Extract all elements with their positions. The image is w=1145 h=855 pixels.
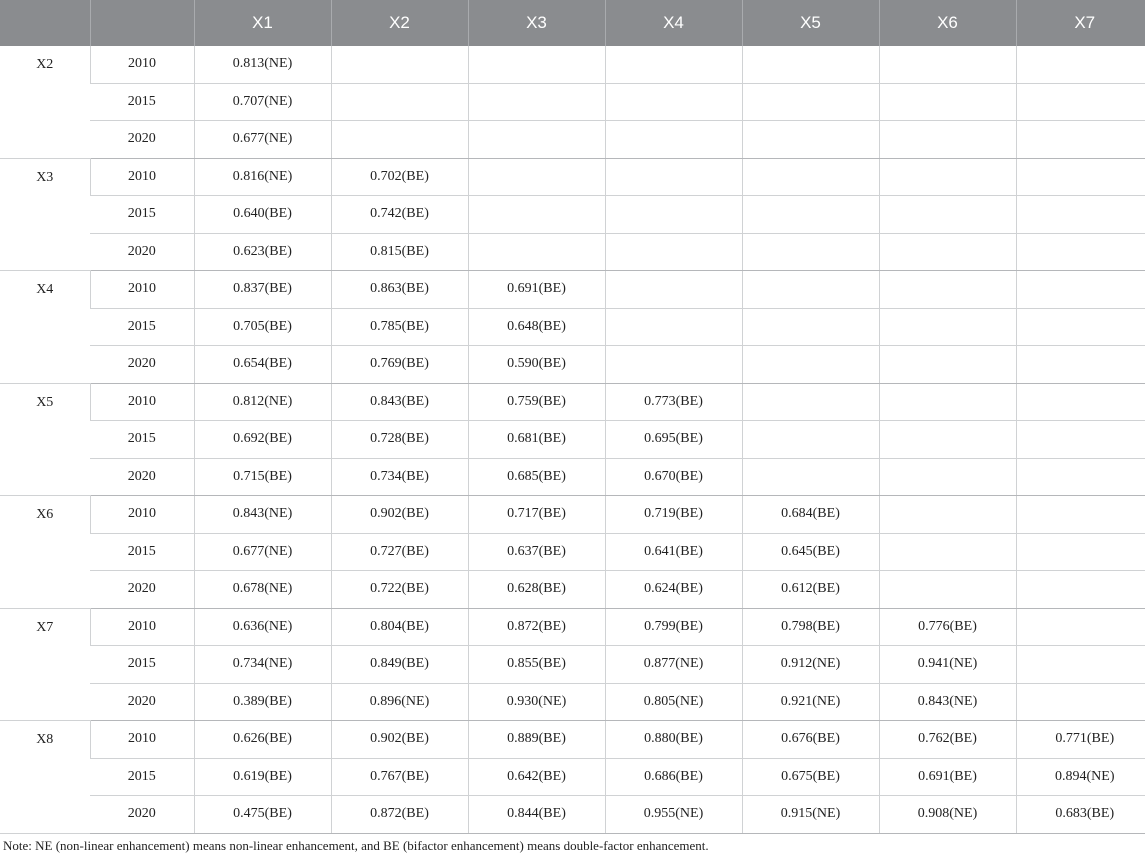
column-header-x5: X5 bbox=[742, 0, 879, 46]
value-cell bbox=[1016, 158, 1145, 196]
value-cell: 0.691(BE) bbox=[468, 271, 605, 309]
value-cell bbox=[742, 271, 879, 309]
value-cell: 0.728(BE) bbox=[331, 421, 468, 459]
value-cell bbox=[879, 46, 1016, 83]
value-cell: 0.702(BE) bbox=[331, 158, 468, 196]
value-cell: 0.902(BE) bbox=[331, 721, 468, 759]
table-row bbox=[0, 496, 1145, 534]
year-cell: 2010 bbox=[90, 271, 194, 309]
table-row bbox=[0, 683, 1145, 721]
value-cell bbox=[879, 346, 1016, 384]
value-cell: 0.812(NE) bbox=[194, 383, 331, 421]
value-cell bbox=[468, 233, 605, 271]
table-row bbox=[0, 196, 1145, 234]
value-cell bbox=[468, 83, 605, 121]
value-cell: 0.722(BE) bbox=[331, 571, 468, 609]
year-cell: 2020 bbox=[90, 458, 194, 496]
table-row bbox=[0, 233, 1145, 271]
value-cell: 0.705(BE) bbox=[194, 308, 331, 346]
year-cell: 2010 bbox=[90, 46, 194, 83]
value-cell bbox=[605, 271, 742, 309]
value-cell: 0.816(NE) bbox=[194, 158, 331, 196]
value-cell: 0.921(NE) bbox=[742, 683, 879, 721]
year-cell: 2015 bbox=[90, 83, 194, 121]
value-cell: 0.683(BE) bbox=[1016, 796, 1145, 834]
value-cell bbox=[742, 383, 879, 421]
table-row bbox=[0, 83, 1145, 121]
value-cell: 0.684(BE) bbox=[742, 496, 879, 534]
value-cell: 0.776(BE) bbox=[879, 608, 1016, 646]
value-cell: 0.815(BE) bbox=[331, 233, 468, 271]
value-cell bbox=[1016, 496, 1145, 534]
table-row bbox=[0, 458, 1145, 496]
value-cell bbox=[879, 196, 1016, 234]
column-header-x7: X7 bbox=[1016, 0, 1145, 46]
value-cell: 0.717(BE) bbox=[468, 496, 605, 534]
value-cell bbox=[742, 308, 879, 346]
column-header-x2: X2 bbox=[331, 0, 468, 46]
value-cell: 0.734(BE) bbox=[331, 458, 468, 496]
row-factor-label: X5 bbox=[0, 383, 90, 496]
value-cell bbox=[1016, 383, 1145, 421]
row-factor-label: X8 bbox=[0, 721, 90, 834]
value-cell: 0.675(BE) bbox=[742, 758, 879, 796]
value-cell: 0.843(NE) bbox=[879, 683, 1016, 721]
value-cell bbox=[879, 271, 1016, 309]
value-cell: 0.769(BE) bbox=[331, 346, 468, 384]
value-cell bbox=[605, 121, 742, 159]
value-cell: 0.612(BE) bbox=[742, 571, 879, 609]
value-cell bbox=[879, 533, 1016, 571]
table-note: Note: NE (non-linear enhancement) means non-linear enhancement, and BE (bifactor enhancement) means double-factor enhancement. bbox=[3, 838, 709, 853]
year-cell: 2015 bbox=[90, 421, 194, 459]
value-cell: 0.930(NE) bbox=[468, 683, 605, 721]
value-cell: 0.896(NE) bbox=[331, 683, 468, 721]
table-row bbox=[0, 608, 1145, 646]
value-cell: 0.941(NE) bbox=[879, 646, 1016, 684]
table-row bbox=[0, 346, 1145, 384]
value-cell: 0.889(BE) bbox=[468, 721, 605, 759]
column-header-x1: X1 bbox=[194, 0, 331, 46]
value-cell: 0.799(BE) bbox=[605, 608, 742, 646]
value-cell bbox=[468, 46, 605, 83]
value-cell: 0.872(BE) bbox=[331, 796, 468, 834]
value-cell: 0.676(BE) bbox=[742, 721, 879, 759]
value-cell: 0.837(BE) bbox=[194, 271, 331, 309]
value-cell: 0.692(BE) bbox=[194, 421, 331, 459]
value-cell: 0.640(BE) bbox=[194, 196, 331, 234]
value-cell bbox=[331, 121, 468, 159]
value-cell: 0.715(BE) bbox=[194, 458, 331, 496]
table-row bbox=[0, 646, 1145, 684]
value-cell: 0.654(BE) bbox=[194, 346, 331, 384]
value-cell bbox=[879, 458, 1016, 496]
year-cell: 2010 bbox=[90, 383, 194, 421]
value-cell: 0.843(BE) bbox=[331, 383, 468, 421]
table-row bbox=[0, 271, 1145, 309]
value-cell bbox=[1016, 571, 1145, 609]
value-cell: 0.912(NE) bbox=[742, 646, 879, 684]
value-cell: 0.670(BE) bbox=[605, 458, 742, 496]
table-row bbox=[0, 571, 1145, 609]
row-factor-label: X3 bbox=[0, 158, 90, 271]
table-row bbox=[0, 158, 1145, 196]
value-cell bbox=[742, 83, 879, 121]
year-cell: 2020 bbox=[90, 796, 194, 834]
value-cell: 0.843(NE) bbox=[194, 496, 331, 534]
value-cell: 0.915(NE) bbox=[742, 796, 879, 834]
value-cell: 0.645(BE) bbox=[742, 533, 879, 571]
table-row bbox=[0, 308, 1145, 346]
value-cell: 0.805(NE) bbox=[605, 683, 742, 721]
value-cell: 0.642(BE) bbox=[468, 758, 605, 796]
value-cell bbox=[879, 571, 1016, 609]
value-cell: 0.626(BE) bbox=[194, 721, 331, 759]
value-cell: 0.707(NE) bbox=[194, 83, 331, 121]
year-cell: 2020 bbox=[90, 346, 194, 384]
value-cell bbox=[468, 158, 605, 196]
table-body bbox=[0, 46, 1145, 833]
value-cell bbox=[879, 383, 1016, 421]
value-cell bbox=[742, 121, 879, 159]
value-cell bbox=[1016, 271, 1145, 309]
value-cell bbox=[1016, 233, 1145, 271]
year-cell: 2015 bbox=[90, 196, 194, 234]
value-cell: 0.804(BE) bbox=[331, 608, 468, 646]
row-factor-label: X7 bbox=[0, 608, 90, 721]
value-cell: 0.619(BE) bbox=[194, 758, 331, 796]
column-header-x6: X6 bbox=[879, 0, 1016, 46]
value-cell bbox=[879, 233, 1016, 271]
value-cell bbox=[605, 196, 742, 234]
value-cell: 0.686(BE) bbox=[605, 758, 742, 796]
value-cell: 0.677(NE) bbox=[194, 121, 331, 159]
value-cell: 0.877(NE) bbox=[605, 646, 742, 684]
header-row bbox=[0, 0, 1145, 46]
row-factor-label: X6 bbox=[0, 496, 90, 609]
table-row bbox=[0, 421, 1145, 459]
value-cell bbox=[331, 83, 468, 121]
value-cell bbox=[1016, 196, 1145, 234]
value-cell: 0.734(NE) bbox=[194, 646, 331, 684]
table-header bbox=[0, 0, 1145, 46]
value-cell: 0.762(BE) bbox=[879, 721, 1016, 759]
value-cell: 0.389(BE) bbox=[194, 683, 331, 721]
year-cell: 2010 bbox=[90, 158, 194, 196]
value-cell bbox=[879, 158, 1016, 196]
value-cell bbox=[331, 46, 468, 83]
value-cell bbox=[742, 458, 879, 496]
value-cell bbox=[605, 308, 742, 346]
value-cell: 0.902(BE) bbox=[331, 496, 468, 534]
value-cell bbox=[468, 196, 605, 234]
value-cell bbox=[605, 46, 742, 83]
value-cell: 0.863(BE) bbox=[331, 271, 468, 309]
value-cell: 0.908(NE) bbox=[879, 796, 1016, 834]
value-cell: 0.771(BE) bbox=[1016, 721, 1145, 759]
table-row bbox=[0, 46, 1145, 83]
value-cell bbox=[742, 421, 879, 459]
value-cell bbox=[742, 233, 879, 271]
value-cell bbox=[1016, 646, 1145, 684]
value-cell: 0.648(BE) bbox=[468, 308, 605, 346]
header-blank-factor bbox=[0, 0, 90, 46]
year-cell: 2010 bbox=[90, 496, 194, 534]
value-cell bbox=[1016, 458, 1145, 496]
value-cell: 0.872(BE) bbox=[468, 608, 605, 646]
value-cell bbox=[742, 46, 879, 83]
year-cell: 2020 bbox=[90, 683, 194, 721]
value-cell: 0.849(BE) bbox=[331, 646, 468, 684]
value-cell: 0.880(BE) bbox=[605, 721, 742, 759]
value-cell bbox=[742, 196, 879, 234]
table-row bbox=[0, 383, 1145, 421]
value-cell: 0.955(NE) bbox=[605, 796, 742, 834]
value-cell: 0.685(BE) bbox=[468, 458, 605, 496]
value-cell bbox=[879, 83, 1016, 121]
value-cell bbox=[1016, 121, 1145, 159]
value-cell: 0.773(BE) bbox=[605, 383, 742, 421]
value-cell bbox=[605, 158, 742, 196]
table-row bbox=[0, 796, 1145, 834]
value-cell: 0.727(BE) bbox=[331, 533, 468, 571]
value-cell bbox=[879, 308, 1016, 346]
value-cell bbox=[1016, 46, 1145, 83]
value-cell: 0.855(BE) bbox=[468, 646, 605, 684]
value-cell bbox=[1016, 346, 1145, 384]
value-cell: 0.678(NE) bbox=[194, 571, 331, 609]
column-header-x4: X4 bbox=[605, 0, 742, 46]
value-cell bbox=[605, 346, 742, 384]
header-blank-year bbox=[90, 0, 194, 46]
value-cell bbox=[1016, 683, 1145, 721]
value-cell bbox=[1016, 533, 1145, 571]
value-cell bbox=[1016, 421, 1145, 459]
value-cell: 0.636(NE) bbox=[194, 608, 331, 646]
value-cell bbox=[879, 121, 1016, 159]
value-cell bbox=[1016, 608, 1145, 646]
value-cell: 0.677(NE) bbox=[194, 533, 331, 571]
year-cell: 2010 bbox=[90, 721, 194, 759]
year-cell: 2015 bbox=[90, 308, 194, 346]
year-cell: 2020 bbox=[90, 571, 194, 609]
value-cell bbox=[1016, 308, 1145, 346]
value-cell: 0.785(BE) bbox=[331, 308, 468, 346]
value-cell bbox=[605, 233, 742, 271]
year-cell: 2010 bbox=[90, 608, 194, 646]
value-cell: 0.767(BE) bbox=[331, 758, 468, 796]
year-cell: 2015 bbox=[90, 646, 194, 684]
year-cell: 2015 bbox=[90, 758, 194, 796]
value-cell: 0.742(BE) bbox=[331, 196, 468, 234]
value-cell bbox=[1016, 83, 1145, 121]
value-cell: 0.624(BE) bbox=[605, 571, 742, 609]
row-factor-label: X2 bbox=[0, 46, 90, 158]
table-row bbox=[0, 721, 1145, 759]
year-cell: 2020 bbox=[90, 233, 194, 271]
value-cell: 0.641(BE) bbox=[605, 533, 742, 571]
value-cell: 0.623(BE) bbox=[194, 233, 331, 271]
value-cell bbox=[468, 121, 605, 159]
year-cell: 2020 bbox=[90, 121, 194, 159]
value-cell: 0.681(BE) bbox=[468, 421, 605, 459]
value-cell bbox=[742, 158, 879, 196]
value-cell: 0.628(BE) bbox=[468, 571, 605, 609]
value-cell: 0.590(BE) bbox=[468, 346, 605, 384]
value-cell bbox=[742, 346, 879, 384]
value-cell: 0.475(BE) bbox=[194, 796, 331, 834]
value-cell: 0.719(BE) bbox=[605, 496, 742, 534]
value-cell: 0.844(BE) bbox=[468, 796, 605, 834]
value-cell bbox=[879, 421, 1016, 459]
value-cell: 0.798(BE) bbox=[742, 608, 879, 646]
row-factor-label: X4 bbox=[0, 271, 90, 384]
year-cell: 2015 bbox=[90, 533, 194, 571]
table-row bbox=[0, 121, 1145, 159]
value-cell bbox=[605, 83, 742, 121]
value-cell bbox=[879, 496, 1016, 534]
table-row bbox=[0, 533, 1145, 571]
value-cell: 0.637(BE) bbox=[468, 533, 605, 571]
column-header-x3: X3 bbox=[468, 0, 605, 46]
value-cell: 0.894(NE) bbox=[1016, 758, 1145, 796]
table-row bbox=[0, 758, 1145, 796]
value-cell: 0.691(BE) bbox=[879, 758, 1016, 796]
value-cell: 0.813(NE) bbox=[194, 46, 331, 83]
value-cell: 0.695(BE) bbox=[605, 421, 742, 459]
value-cell: 0.759(BE) bbox=[468, 383, 605, 421]
